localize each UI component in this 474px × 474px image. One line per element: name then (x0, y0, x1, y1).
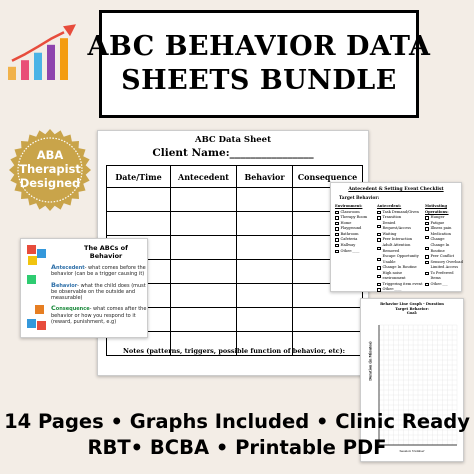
checkbox-icon (377, 233, 381, 237)
abc-title (65, 245, 147, 261)
checklist-item (425, 232, 463, 243)
seal-line-3: Designed (19, 175, 81, 190)
checklist-item (377, 221, 425, 232)
motivating-operations-heading: Motivating Operations: (425, 204, 449, 214)
checkbox-icon (377, 288, 381, 292)
letter-a: A (51, 263, 57, 271)
table-cell (293, 308, 363, 332)
checklist-item-label: Waiting (382, 231, 397, 236)
graph-x-label: Session Number (399, 449, 425, 453)
checklist-item (377, 271, 425, 282)
checkbox-icon (335, 233, 339, 237)
checkbox-icon (425, 255, 429, 259)
checkbox-icon (377, 211, 381, 215)
checkbox-icon (377, 258, 381, 262)
checklist-item-label: Bathroom (340, 231, 359, 236)
abc-title-line-1: The ABCs of (84, 244, 128, 252)
table-header-row (107, 166, 363, 188)
checkbox-icon (377, 216, 381, 220)
growth-chart-icon (4, 24, 96, 86)
checklist-item-label: Adult Attention Removed (382, 242, 411, 253)
column-header: Behavior (237, 166, 293, 188)
checklist-item-label: Triggering item event (382, 281, 423, 286)
checkbox-icon (335, 227, 339, 231)
graph-subtitle-2: Goal: (406, 311, 418, 316)
antecedent-text: - what comes before the behavior (can be a trigger causing it) (51, 265, 146, 278)
checklist-item-label: Escape Opportunity Unable (382, 254, 419, 264)
table-row (107, 188, 363, 212)
checkbox-icon (425, 261, 429, 265)
checklist-item-label: Classroom (340, 209, 360, 214)
checkbox-icon (425, 222, 429, 226)
table-cell (171, 212, 237, 236)
table-cell (171, 308, 237, 332)
checkbox-icon (377, 283, 381, 287)
environment-column (335, 204, 375, 254)
abcs-of-behavior-sheet-preview (20, 238, 148, 338)
seal-line-2: Therapist (19, 162, 81, 177)
checkbox-icon (425, 236, 429, 240)
checklist-item-label: Change In Routine (382, 265, 417, 270)
abc-blocks-icon (25, 243, 49, 335)
title-line-2: SHEETS BUNDLE (121, 65, 397, 96)
checklist-item-label: Transition (382, 215, 402, 220)
seal-line-1: ABA (36, 148, 64, 163)
letter-b: B (51, 280, 56, 289)
table-cell (107, 188, 171, 212)
checklist-item-label: Task Demand/Given (382, 209, 419, 214)
table-cell (237, 284, 293, 308)
checklist-item-label: Hallway (340, 242, 356, 247)
growth-bar (60, 38, 68, 80)
checklist-item (425, 265, 463, 282)
notes-label: Notes (patterns, triggers, possible function of behavior, etc): (122, 347, 346, 355)
checkbox-icon (377, 275, 381, 279)
table-cell (237, 236, 293, 260)
checklist-item-label: Other:____ (340, 248, 360, 253)
checkbox-icon (425, 247, 429, 251)
checkbox-icon (335, 250, 339, 254)
checklist-item-label: Illness pain (430, 226, 452, 231)
checklist-title: Antecedent & Setting Event Checklist (348, 187, 444, 192)
checkbox-icon (425, 272, 429, 276)
consequence-term: onsequence (55, 306, 90, 313)
behavior-definition (51, 281, 147, 302)
antecedent-column (377, 204, 425, 293)
growth-bar (34, 53, 42, 80)
consequence-definition (51, 304, 147, 325)
checkbox-icon (425, 283, 429, 287)
checklist-item (335, 249, 375, 255)
checkbox-icon (377, 266, 381, 270)
checklist-item-label: Sensory Overload (430, 259, 463, 264)
checkbox-icon (425, 216, 429, 220)
column-header: Consequence (293, 166, 363, 188)
checkbox-icon (425, 227, 429, 231)
growth-bar (21, 60, 29, 80)
footer-audience: RBT• BCBA • Printable PDF (87, 436, 387, 459)
checkbox-icon (335, 222, 339, 226)
graph-title: Behavior Line Graph - Duration (380, 302, 444, 306)
checkbox-icon (335, 216, 339, 220)
abc-title-line-2: Behavior (89, 251, 123, 260)
checkbox-icon (335, 211, 339, 215)
sheet-title: ABC Data Sheet (195, 135, 271, 145)
checklist-item-label: Other:___ (430, 281, 448, 286)
checklist-target: Target Behavior: (339, 196, 380, 201)
growth-bar (47, 45, 55, 80)
growth-arrow-head (63, 24, 76, 36)
checklist-item-label: Fatigue (430, 220, 445, 225)
environment-heading: Environment: (335, 204, 363, 208)
checklist-item-label: Medication Change (430, 231, 451, 242)
checklist-item-label: Peer Interaction (382, 237, 413, 242)
title-box (87, 10, 431, 118)
checkbox-icon (377, 238, 381, 242)
motivating-operations-column (425, 204, 463, 287)
checklist-item-label: High noise environment (382, 270, 406, 281)
table-cell (171, 236, 237, 260)
table-cell (171, 260, 237, 284)
column-header: Date/Time (107, 166, 171, 188)
checklist-item (377, 287, 425, 293)
checkbox-icon (335, 238, 339, 242)
table-cell (171, 284, 237, 308)
growth-bar (8, 67, 16, 80)
client-name-line: Client Name:________________ (152, 147, 314, 159)
table-row (107, 212, 363, 236)
checklist-item (425, 243, 463, 254)
checklist-item-label: Denied Request/Access (382, 220, 412, 231)
antecedent-definition (51, 263, 147, 278)
checklist-sheet-preview (330, 182, 462, 292)
consequence-text: - what comes after the behavior or how you respond to it (reward, punishment, e.g) (51, 306, 147, 325)
graph-y-label: Duration (in Minutes) (368, 341, 373, 381)
table-cell (237, 260, 293, 284)
behavior-text: - what the child does (must be observable on the outside and measurable) (51, 282, 146, 301)
letter-c: C (51, 304, 56, 313)
checkbox-icon (335, 244, 339, 248)
checklist-item-label: Playground (340, 226, 362, 231)
checklist-item-label: Change In Routine (430, 242, 450, 253)
checkbox-icon (377, 225, 381, 229)
checklist-item-label: Limited Access To Preferred Items (430, 265, 459, 281)
checklist-item-label: Hunger (430, 215, 445, 220)
antecedent-heading: Antecedent: (377, 204, 402, 208)
checklist-item (377, 243, 425, 254)
footer-features: 14 Pages • Graphs Included • Clinic Ready (4, 410, 470, 433)
abc-body (51, 263, 147, 328)
table-cell (237, 188, 293, 212)
behavior-term: ehavior (55, 282, 78, 289)
seal-badge-text (8, 128, 92, 212)
graph-subtitle-1: Target Behavior: (395, 306, 429, 311)
antecedent-term: ntecedent (56, 265, 85, 271)
table-cell (107, 212, 171, 236)
table-cell (171, 188, 237, 212)
title-line-1: ABC BEHAVIOR DATA (87, 31, 431, 63)
table-cell (237, 308, 293, 332)
checkbox-icon (377, 247, 381, 251)
checklist-item-label: Cafeteria (340, 237, 358, 242)
column-header: Antecedent (171, 166, 237, 188)
checklist-item-label: Peer Conflict (430, 254, 455, 259)
checklist-item (425, 282, 463, 288)
table-cell (237, 212, 293, 236)
checklist-item (377, 254, 425, 265)
checklist-item-label: Other:____ (382, 287, 402, 292)
checklist-item-label: Home (340, 220, 352, 225)
checklist-item-label: Therapy Room (340, 215, 368, 220)
